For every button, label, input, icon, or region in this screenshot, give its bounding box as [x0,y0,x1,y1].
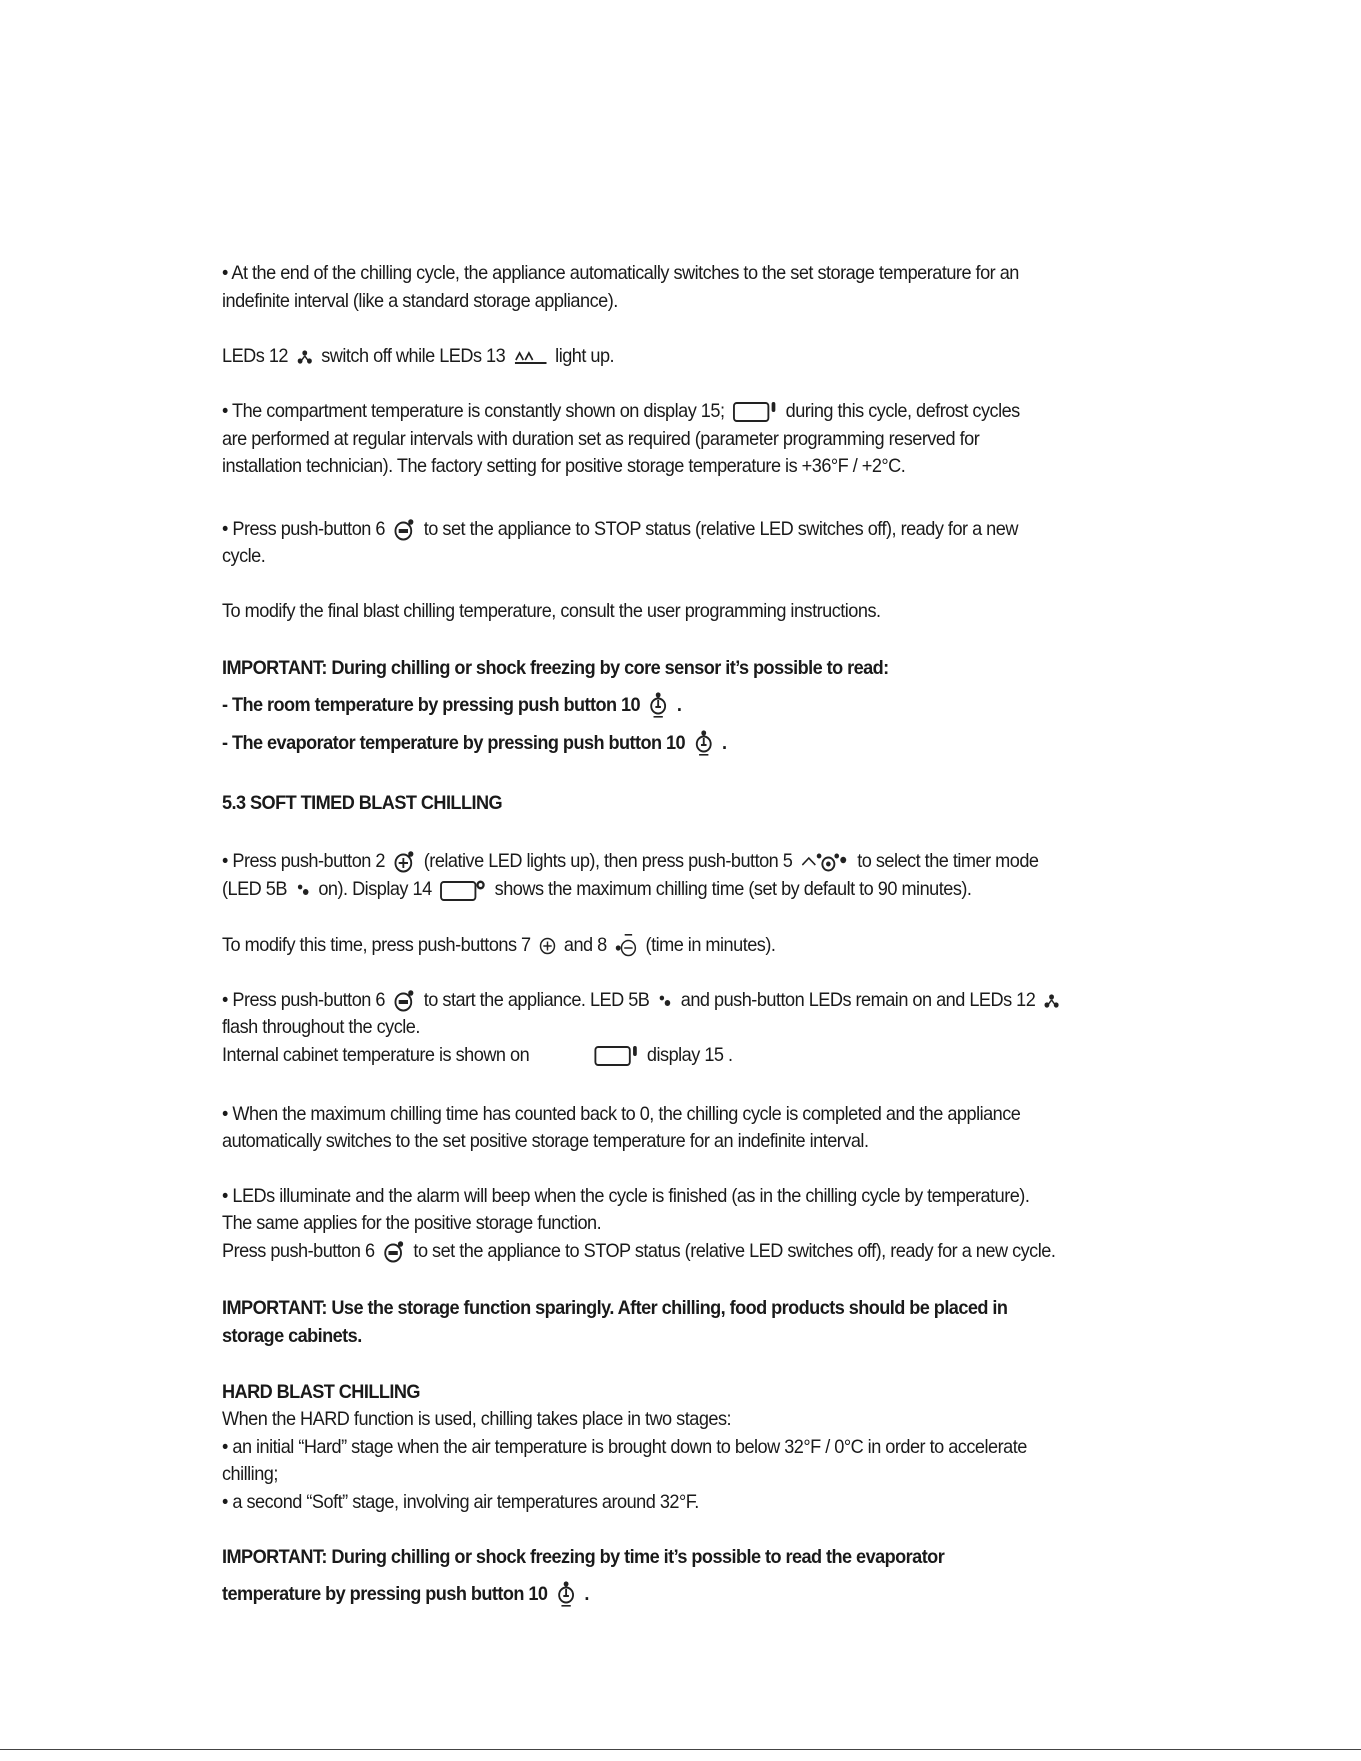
important-storage: IMPORTANT: Use the storage function sparingly. After chilling, food products should be placed in [222,1297,1008,1319]
stop-button-icon [393,519,415,541]
stop-button-icon [393,990,415,1012]
fan-icon [1044,993,1061,1009]
text-push-button-leds: and push-button LEDs remain on and LEDs 12 [680,989,1036,1011]
paragraph-leds-alarm: • LEDs illuminate and the alarm will beep when the cycle is finished (as in the chilling cycle by temperature). [222,1185,1030,1207]
probe-button-icon [556,1581,576,1609]
important-core-sensor: IMPORTANT: During chilling or shock freezing by core sensor it’s possible to read: [222,657,889,679]
probe-button-icon [693,730,713,758]
timer-mode-icon [801,851,849,873]
paragraph-end-of-cycle: • At the end of the chilling cycle, the appliance automatically switches to the set storage temperature for an [222,262,1019,284]
text-press-2: • Press push-button 2 [222,850,385,872]
paragraph-stop [222,515,1078,543]
text-and-8: and 8 [563,934,607,956]
text-internal-temp: Internal cabinet temperature is shown on [222,1044,530,1066]
paragraph-leds [222,342,1078,370]
text-display-14: on). Display 14 [318,878,432,900]
text-dot-1: . [676,694,682,716]
paragraph-compartment-cont2: installation technician). The factory setting for positive storage temperature is +36°F / +2°C. [222,455,906,477]
section-heading-5-3: 5.3 SOFT TIMED BLAST CHILLING [222,792,503,814]
paragraph-hard-stage-cont: chilling; [222,1463,278,1485]
paragraph-compartment-cont1: are performed at regular intervals with duration set as required (parameter programming reserved for [222,428,980,450]
section-heading-hard: HARD BLAST CHILLING [222,1381,420,1403]
display-clock-icon [440,879,486,901]
display-thermometer-icon [594,1045,639,1067]
plus-button-icon [539,937,556,955]
led-5b-icon [295,883,310,897]
text-led-5b: (LED 5B [222,878,287,900]
probe-button-icon [648,692,668,720]
text-compartment: • The compartment temperature is constantly shown on display 15; [222,400,725,422]
text-defrost: during this cycle, defrost cycles [785,400,1020,422]
text-evap-temp: - The evaporator temperature by pressing push button 10 [222,732,686,754]
text-select-timer: to select the timer mode [857,850,1039,872]
mode-button-icon [393,851,415,873]
important-time-cont [222,1580,1078,1609]
text-switch-off: switch off while LEDs 13 [321,345,506,367]
important-evap-temp [222,729,1078,758]
paragraph-stop-cont: cycle. [222,545,266,567]
text-leds-12: LEDs 12 [222,345,288,367]
minus-button-icon [615,933,637,959]
text-light-up: light up. [555,345,615,367]
text-press-6: • Press push-button 6 [222,518,385,540]
text-press-6-stop: Press push-button 6 [222,1240,375,1262]
text-stop-status: to set the appliance to STOP status (relative LED switches off), ready for a new [423,518,1018,540]
important-room-temp [222,691,1078,720]
paragraph-hard-stage: • an initial “Hard” stage when the air temperature is brought down to below 32°F / 0°C in order to accelerate [222,1436,1027,1458]
paragraph-modify-final: To modify the final blast chilling temperature, consult the user programming instructions. [222,600,881,622]
text-start-appliance: to start the appliance. LED 5B [423,989,650,1011]
paragraph-end-of-cycle-cont: indefinite interval (like a standard storage appliance). [222,290,618,312]
paragraph-compartment [222,397,1078,425]
text-dot-3: . [584,1583,589,1605]
storage-leds-icon [513,350,546,364]
stop-button-icon [383,1241,405,1263]
paragraph-max-time: • When the maximum chilling time has counted back to 0, the chilling cycle is completed and the appliance [222,1103,1021,1125]
paragraph-led-5b [222,875,1078,903]
paragraph-flash: flash throughout the cycle. [222,1016,420,1038]
text-max-time: shows the maximum chilling time (set by default to 90 minutes). [494,878,972,900]
fan-icon [296,349,313,365]
display-thermometer-icon [733,401,778,423]
led-5b-icon [658,994,673,1008]
important-storage-cont: storage cabinets. [222,1325,362,1347]
text-display-15: display 15 . [646,1044,733,1066]
text-dot-2: . [721,732,727,754]
text-modify-time: To modify this time, press push-buttons 7 [222,934,531,956]
paragraph-same-applies: The same applies for the positive storage function. [222,1212,602,1234]
page-bottom-rule [0,1749,1361,1750]
text-evap-button-10: temperature by pressing push button 10 [222,1583,548,1605]
text-time-minutes: (time in minutes). [645,934,776,956]
text-relative-led: (relative LED lights up), then press push-button 5 [423,850,793,872]
paragraph-hard-intro: When the HARD function is used, chilling takes place in two stages: [222,1408,732,1430]
paragraph-modify-time [222,931,1078,959]
text-stop-status-2: to set the appliance to STOP status (relative LED switches off), ready for a new cycle. [413,1240,1056,1262]
text-press-6-start: • Press push-button 6 [222,989,385,1011]
paragraph-press-2 [222,847,1078,875]
paragraph-max-time-cont: automatically switches to the set positive storage temperature for an indefinite interval. [222,1130,869,1152]
paragraph-press-stop [222,1237,1078,1265]
text-room-temp: - The room temperature by pressing push button 10 [222,694,641,716]
important-time: IMPORTANT: During chilling or shock freezing by time it’s possible to read the evaporator [222,1546,945,1568]
paragraph-internal-temp [222,1041,1078,1069]
paragraph-soft-stage: • a second “Soft” stage, involving air temperatures around 32°F. [222,1491,699,1513]
paragraph-start [222,986,1078,1014]
